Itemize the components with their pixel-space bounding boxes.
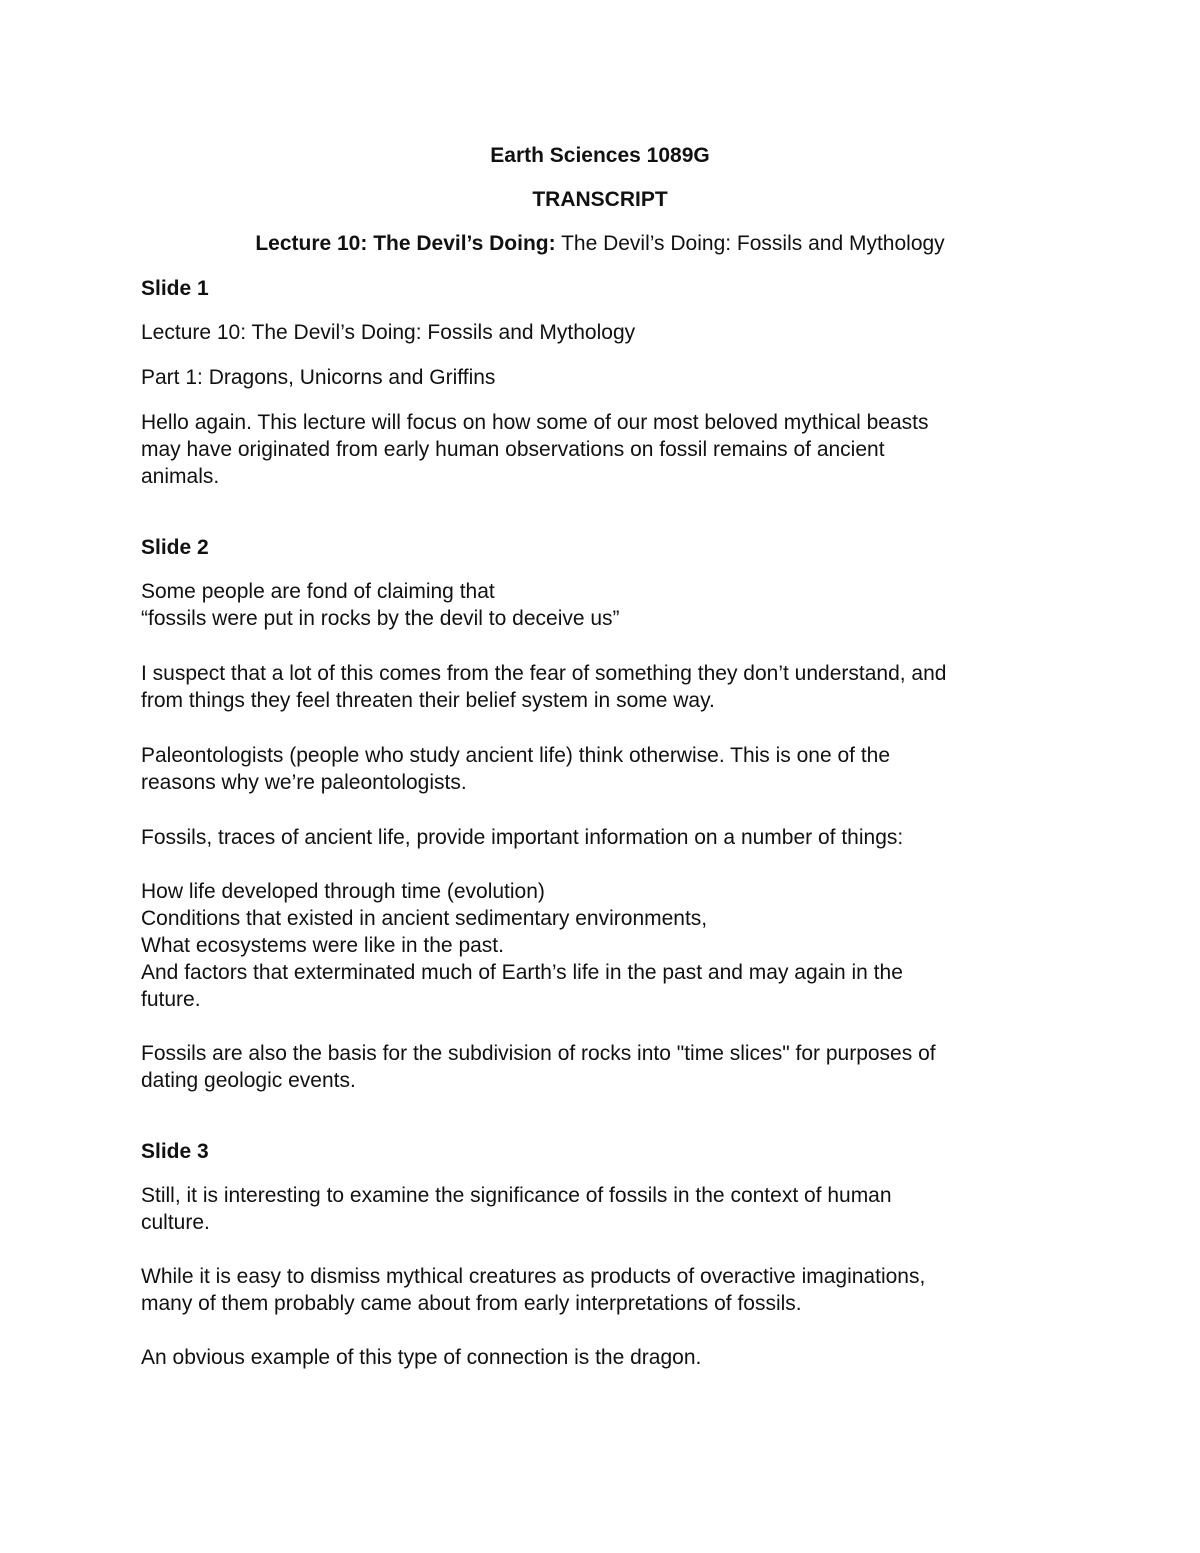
document-body: [141, 142, 1061, 1389]
course-title: Earth Sciences 1089G: [490, 144, 710, 167]
slide-1-part: Part 1: Dragons, Unicorns and Griffins: [141, 366, 496, 389]
slide-2-claim-quote: “fossils were put in rocks by the devil to deceive us”: [141, 607, 620, 630]
slide-2-suspect-line: I suspect that a lot of this comes from the fear of something they don’t understand, and: [141, 662, 947, 685]
slide-3-still-line: culture.: [141, 1211, 210, 1234]
slide-1-intro-line: Hello again. This lecture will focus on how some of our most beloved mythical beasts: [141, 411, 929, 434]
slide-2-suspect: [141, 660, 1061, 714]
slide-3-dismiss: [141, 1263, 1061, 1317]
slide-2-paleo-line: Paleontologists (people who study ancient life) think otherwise. This is one of the: [141, 744, 891, 767]
slide-2-basis-line: dating geologic events.: [141, 1069, 356, 1092]
slide-1-heading: Slide 1: [141, 277, 209, 300]
slide-3-still-line: Still, it is interesting to examine the significance of fossils in the context of human: [141, 1184, 892, 1207]
slide-3-dragon: An obvious example of this type of connection is the dragon.: [141, 1346, 702, 1369]
lecture-title-rest: The Devil’s Doing: Fossils and Mythology: [555, 232, 945, 255]
slide-1-title: Lecture 10: The Devil’s Doing: Fossils and Mythology: [141, 321, 636, 344]
list-item: What ecosystems were like in the past.: [141, 934, 504, 957]
list-item: And factors that exterminated much of Earth’s life in the past and may again in the: [141, 961, 903, 984]
slide-2-claim: [141, 578, 1061, 632]
slide-1-intro-line: may have originated from early human observations on fossil remains of ancient: [141, 438, 885, 461]
slide-2-basis-line: Fossils are also the basis for the subdivision of rocks into "time slices" for purposes of: [141, 1042, 936, 1065]
slide-2-paleontologists: [141, 742, 1061, 796]
slide-2-heading: Slide 2: [141, 536, 209, 559]
slide-2-basis: [141, 1040, 1061, 1094]
slide-2-list: [141, 878, 1061, 1013]
slide-2-suspect-line: from things they feel threaten their belief system in some way.: [141, 689, 715, 712]
slide-1-intro-line: animals.: [141, 465, 220, 488]
document-type: TRANSCRIPT: [532, 188, 668, 211]
slide-3-still: [141, 1182, 1061, 1236]
list-item: future.: [141, 988, 201, 1011]
slide-2-fossils-info: Fossils, traces of ancient life, provide important information on a number of things:: [141, 826, 904, 849]
slide-2-paleo-line: reasons why we’re paleontologists.: [141, 771, 467, 794]
slide-3-dismiss-line: many of them probably came about from early interpretations of fossils.: [141, 1292, 802, 1315]
list-item: Conditions that existed in ancient sedimentary environments,: [141, 907, 708, 930]
slide-2-claim-line: Some people are fond of claiming that: [141, 580, 495, 603]
slide-3-dismiss-line: While it is easy to dismiss mythical creatures as products of overactive imaginations,: [141, 1265, 926, 1288]
lecture-title-bold: Lecture 10: The Devil’s Doing:: [255, 232, 556, 255]
slide-1-intro: [141, 409, 1061, 490]
lecture-title: [141, 230, 1059, 257]
list-item: How life developed through time (evolution): [141, 880, 545, 903]
slide-3-heading: Slide 3: [141, 1140, 209, 1163]
